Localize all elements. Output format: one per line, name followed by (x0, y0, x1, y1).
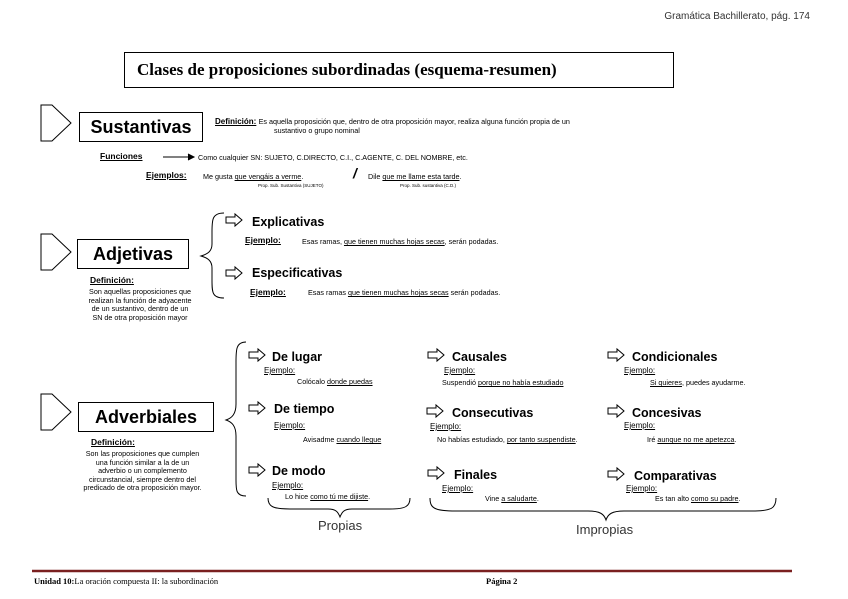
causales-arrow-icon (428, 349, 444, 361)
comparativas-example: Es tan alto como su padre. (655, 494, 741, 503)
page-reference: Gramática Bachillerato, pág. 174 (664, 11, 810, 22)
sustantivas-example-1: Me gusta que vengáis a verme. (203, 172, 304, 181)
de-modo-example: Lo hice como tú me dijiste. (285, 492, 371, 501)
explicativas-label: Explicativas (252, 215, 325, 229)
de-tiempo-example: Avisadme cuando llegue (303, 435, 382, 444)
adjetivas-arrow-icon (41, 234, 71, 270)
sustantivas-definition: Definición: Es aquella proposición que, dentro de otra proposición mayor, realiza alguna función propia de un (215, 117, 570, 126)
de-lugar-example: Colócalo donde puedas (297, 377, 373, 386)
adverbiales-def-label: Definición: (91, 437, 135, 447)
concesivas-example: Iré aunque no me apetezca. (647, 435, 737, 444)
consecutivas-example: No habías estudiado, por tanto suspendiste. (437, 435, 578, 444)
adjetivas-def-label: Definición: (90, 275, 134, 285)
sustantivas-heading: Sustantivas (79, 112, 203, 142)
finales-ejemplo-label: Ejemplo: (442, 484, 474, 493)
concesivas-arrow-icon (608, 405, 624, 417)
example-2-note: Prop. Sub. sustantiva (C.D.) (400, 183, 457, 188)
adverbiales-heading: Adverbiales (78, 402, 214, 432)
concesivas-label: Concesivas (632, 406, 702, 420)
especificativas-example: Esas ramas que tienen muchas hojas secas serán podadas. (308, 288, 501, 297)
causales-label: Causales (452, 350, 507, 364)
explicativas-arrow-icon (226, 214, 242, 226)
impropias-label: Impropias (576, 522, 634, 537)
causales-example: Suspendió porque no había estudiado (442, 378, 564, 387)
finales-label: Finales (454, 468, 498, 482)
consecutivas-arrow-icon (427, 405, 443, 417)
de-lugar-ejemplo-label: Ejemplo: (264, 366, 296, 375)
funciones-label: Funciones (100, 151, 143, 161)
page-title: Clases de proposiciones subordinadas (esquema-resumen) (137, 60, 557, 79)
ejemplos-label: Ejemplos: (146, 170, 187, 180)
example-1-note: Prop. Sub. Sustantiva (SUJETO) (258, 183, 324, 188)
comparativas-arrow-icon (608, 468, 624, 480)
concesivas-ejemplo-label: Ejemplo: (624, 421, 656, 430)
condicionales-example: Si quieres, puedes ayudarme. (650, 378, 746, 387)
explicativas-ejemplo-label: Ejemplo: (245, 235, 281, 245)
especificativas-label: Especificativas (252, 266, 343, 280)
funciones-text: Como cualquier SN: SUJETO, C.DIRECTO, C.I., C.AGENTE, C. DEL NOMBRE, etc. (198, 153, 468, 162)
especificativas-arrow-icon (226, 267, 242, 279)
lugar-arrow-icon (249, 349, 265, 361)
example-separator: / (353, 165, 357, 181)
footer-page-number: Página 2 (486, 576, 518, 586)
propias-label: Propias (318, 518, 363, 533)
sustantivas-example-2: Dile que me llame esta tarde. (368, 172, 462, 181)
adverbiales-arrow-icon (41, 394, 71, 430)
adjetivas-definition: Son aquellas proposiciones que realizan la función de adyacente de un sustantivo, dentro de un SN de otra proposición mayor (88, 287, 192, 322)
de-modo-label: De modo (272, 464, 326, 478)
sustantivas-def-line2: sustantivo o grupo nominal (274, 126, 360, 135)
comparativas-ejemplo-label: Ejemplo: (626, 484, 658, 493)
condicionales-arrow-icon (608, 349, 624, 361)
consecutivas-ejemplo-label: Ejemplo: (430, 422, 462, 431)
adverbiales-definition: Son las proposiciones que cumplen una función similar a la de un adverbio o un complemento circunstancial, siempre dentro del predicado de otra proposición mayor. (83, 449, 202, 492)
finales-arrow-icon (428, 467, 444, 479)
tiempo-arrow-icon (249, 402, 265, 414)
finales-example: Vine a saludarte. (485, 494, 539, 503)
de-tiempo-ejemplo-label: Ejemplo: (274, 421, 306, 430)
de-lugar-label: De lugar (272, 350, 323, 364)
causales-ejemplo-label: Ejemplo: (444, 366, 476, 375)
adjetivas-heading: Adjetivas (77, 239, 189, 269)
especificativas-ejemplo-label: Ejemplo: (250, 287, 286, 297)
definicion-label: Definición: (215, 117, 257, 126)
condicionales-label: Condicionales (632, 350, 718, 364)
comparativas-label: Comparativas (634, 469, 717, 483)
adjetivas-brace (201, 213, 224, 298)
condicionales-ejemplo-label: Ejemplo: (624, 366, 656, 375)
explicativas-example: Esas ramas, que tienen muchas hojas secas, serán podadas. (302, 237, 499, 246)
footer-unit: Unidad 10:La oración compuesta II: la subordinación (34, 576, 219, 586)
de-tiempo-label: De tiempo (274, 402, 335, 416)
consecutivas-label: Consecutivas (452, 406, 534, 420)
de-modo-ejemplo-label: Ejemplo: (272, 481, 304, 490)
sustantivas-arrow-icon (41, 105, 71, 141)
modo-arrow-icon (249, 464, 265, 476)
